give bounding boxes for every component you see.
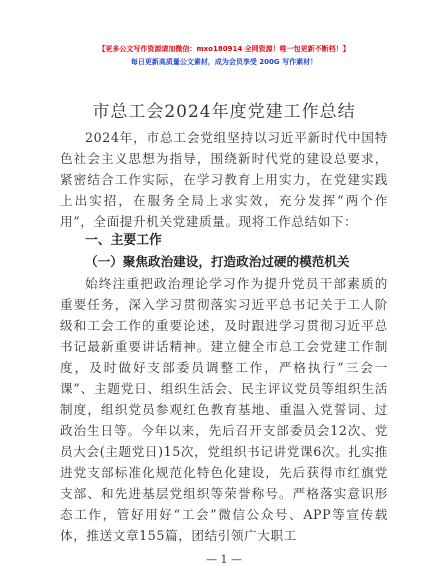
intro-paragraph: 2024年，市总工会党组坚持以习近平新时代中国特色社会主义思想为指导，围绕新时代党的建设总要求，紧密结合工作实际，在学习教育上用实力，在党建实践上出实招，在服务全局上求实效，充分发挥“两个作用”，全面提升机关党建质量。现将工作总结如下： — [60, 130, 388, 229]
page-number: — 1 — — [206, 553, 242, 566]
promo-banner-line2: 每日更新高质量公文素材，成为会员享受 200G 写作素材！ — [130, 58, 318, 66]
document-title: 市总工会2024年度党建工作总结 — [92, 102, 356, 122]
section-heading: 一、主要工作 — [85, 233, 162, 248]
subsection-heading: （一）聚焦政治建设，打造政治过硬的模范机关 — [85, 254, 350, 269]
body-paragraph: 始终注重把政治理论学习作为提升党员干部素质的重要任务，深入学习贯彻落实习近平总书记关于工人阶级和工会工作的重要论述，及时跟进学习贯彻习近平总书记最新重要讲话精神。建立健全市总工会党建工作制度，及时做好支部委员调整工作，严格执行“三会一课”、主题党日、组织生活会、民主评议党员等组织生活制度，组织党员参观红色教育基地、重温入党誓词、过政治生日等。今年以来，先后召开支部委员会12次、党员大会(主题党日)15次，党组织书记讲党课6次。扎实推进党支部标准化规范化特色化建设，先后获得市红旗党支部、和先进基层党组织等荣誉称号。严格落实意识形态工作，管好用好“工会”微信公众号、APP等宣传载体，推送文章155篇，团结引领广大职工 — [60, 276, 388, 543]
promo-banner-line1: 【更多公文写作资源请加微信：mxo180914 全网资源！唯一包更新不断档！】 — [98, 45, 350, 53]
